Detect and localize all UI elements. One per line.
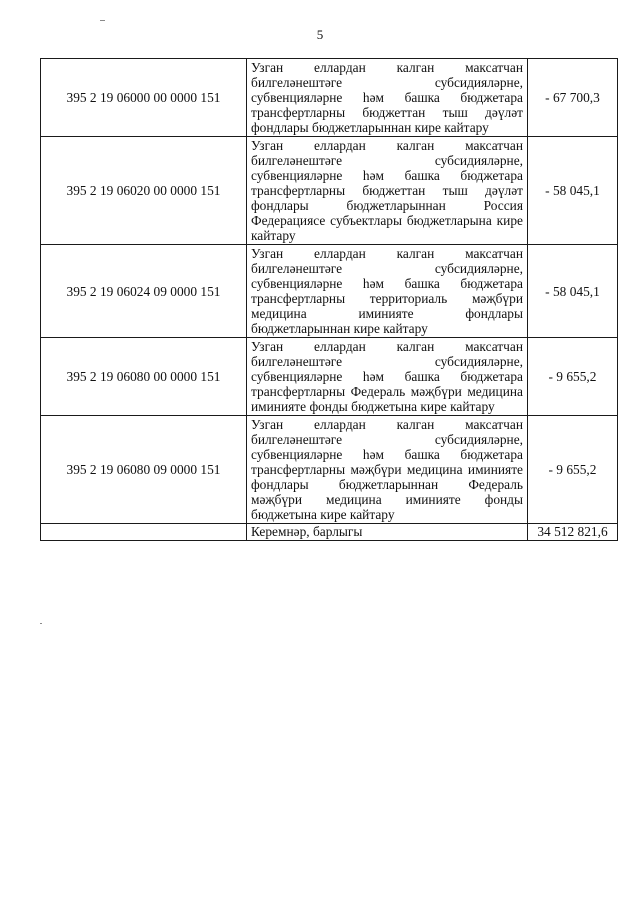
- description-cell: Узган еллардан калган максатчан билгеләнештәге субсидияләрне, субвенцияләрне һәм башка бюджетара трансфертларны территориаль мәҗбүри медицина иминияте фондлары бюджетларыннан кире кайтару: [247, 245, 528, 338]
- budget-code-cell: 395 2 19 06000 00 0000 151: [41, 59, 247, 137]
- budget-code-cell: 395 2 19 06080 00 0000 151: [41, 338, 247, 416]
- amount-cell: - 58 045,1: [528, 245, 618, 338]
- total-label: Керемнәр, барлыгы: [247, 524, 528, 541]
- amount-cell: - 67 700,3: [528, 59, 618, 137]
- table-row: [41, 59, 618, 137]
- budget-code-cell: 395 2 19 06024 09 0000 151: [41, 245, 247, 338]
- total-row: [41, 524, 618, 541]
- scan-speck: [40, 623, 42, 624]
- total-code-cell: [41, 524, 247, 541]
- amount-cell: - 58 045,1: [528, 137, 618, 245]
- amount-cell: - 9 655,2: [528, 338, 618, 416]
- total-amount: 34 512 821,6: [528, 524, 618, 541]
- revenue-table: [40, 58, 618, 541]
- table-row: [41, 338, 618, 416]
- table-row: [41, 137, 618, 245]
- scan-speck: [100, 20, 105, 21]
- page-number: 5: [316, 27, 324, 42]
- table-row: [41, 245, 618, 338]
- description-cell: Узган еллардан калган максатчан билгеләнештәге субсидияләрне, субвенцияләрне һәм башка бюджетара трансфертларны Федераль мәҗбүри медицина иминияте фонды бюджетына кире кайтару: [247, 338, 528, 416]
- amount-cell: - 9 655,2: [528, 416, 618, 524]
- budget-code-cell: 395 2 19 06020 00 0000 151: [41, 137, 247, 245]
- description-cell: Узган еллардан калган максатчан билгеләнештәге субсидияләрне, субвенцияләрне һәм башка бюджетара трансфертларны мәҗбүри медицина иминияте фондлары бюджетларыннан Федераль мәҗбүри медицина иминияте фонды бюджетына кире кайтару: [247, 416, 528, 524]
- table-row: [41, 416, 618, 524]
- description-cell: Узган еллардан калган максатчан билгеләнештәге субсидияләрне, субвенцияләрне һәм башка бюджетара трансфертларны бюджеттан тыш дәүләт фондлары бюджетларыннан кире кайтару: [247, 59, 528, 137]
- description-cell: Узган еллардан калган максатчан билгеләнештәге субсидияләрне, субвенцияләрне һәм башка бюджетара трансфертларны бюджеттан тыш дәүләт фондлары бюджетларыннан Россия Федерациясе субъектлары бюджетларына кире кайтару: [247, 137, 528, 245]
- budget-code-cell: 395 2 19 06080 09 0000 151: [41, 416, 247, 524]
